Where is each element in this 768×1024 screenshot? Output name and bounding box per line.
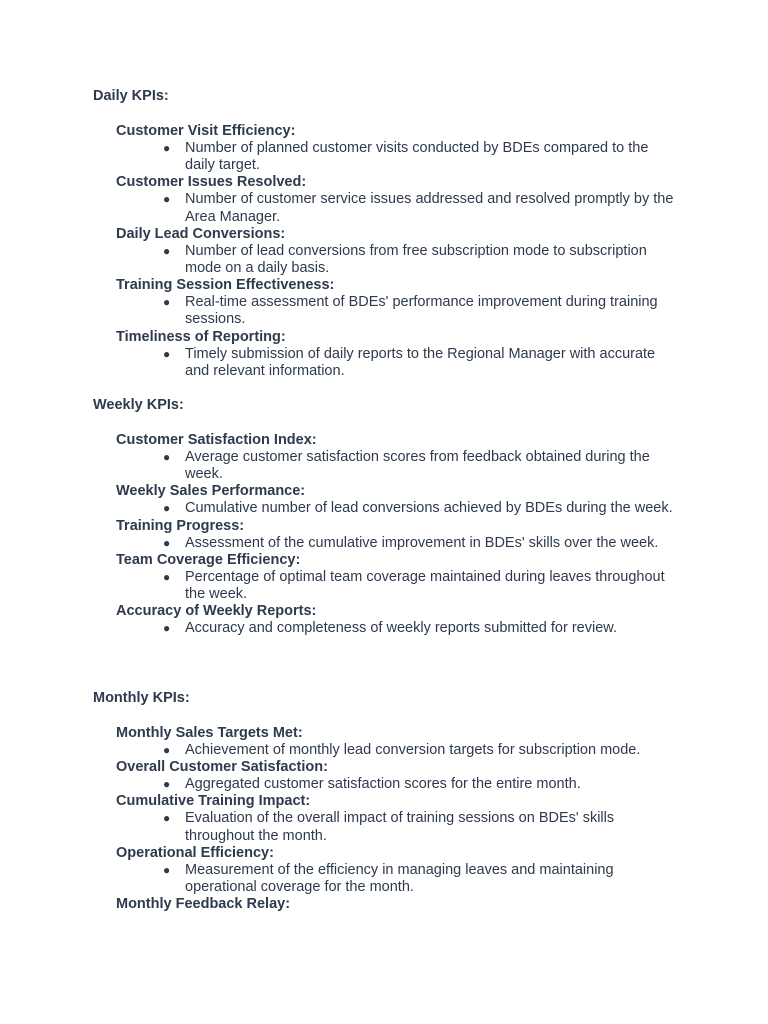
section-monthly-kpis: [93, 690, 693, 913]
kpi-item: [116, 725, 693, 759]
kpi-description: [163, 345, 675, 380]
kpi-title: Weekly Sales Performance:: [116, 483, 306, 500]
kpi-title: Accuracy of Weekly Reports:: [116, 603, 317, 620]
kpi-item: [116, 603, 693, 637]
bullet-icon: ●: [163, 862, 171, 877]
kpi-item: [116, 552, 693, 603]
kpi-item: [116, 518, 693, 552]
kpi-description: [163, 776, 675, 793]
section-title: Daily KPIs:: [93, 88, 169, 104]
kpi-description-text: Assessment of the cumulative improvement in BDEs' skills over the week.: [185, 534, 659, 551]
kpi-item: [116, 793, 693, 844]
kpi-description-text: Cumulative number of lead conversions achieved by BDEs during the week.: [185, 500, 673, 517]
kpi-list: [116, 123, 693, 380]
kpi-item: [116, 174, 693, 225]
kpi-description: [163, 140, 675, 174]
kpi-description: [163, 449, 675, 483]
kpi-description-text: Number of customer service issues addressed and resolved promptly by the Area Manager.: [185, 191, 674, 225]
kpi-description-text: Number of lead conversions from free subscription mode to subscription mode on a daily basis.: [185, 242, 647, 277]
bullet-icon: ●: [163, 621, 171, 636]
kpi-description: [163, 620, 675, 637]
bullet-icon: ●: [163, 777, 171, 792]
kpi-description-text: Timely submission of daily reports to the Regional Manager with accurate and relevant information.: [185, 345, 656, 379]
kpi-item: [116, 277, 693, 328]
kpi-title: Daily Lead Conversions:: [116, 225, 286, 242]
bullet-icon: ●: [163, 501, 171, 516]
kpi-title: Operational Efficiency:: [116, 844, 274, 861]
kpi-description-text: Aggregated customer satisfaction scores for the entire month.: [185, 776, 581, 793]
bullet-icon: ●: [163, 192, 171, 207]
kpi-item: [116, 432, 693, 483]
kpi-description-text: Average customer satisfaction scores from feedback obtained during the week.: [185, 449, 650, 483]
kpi-title: Training Session Effectiveness:: [116, 277, 335, 294]
kpi-item: [116, 483, 693, 517]
kpi-description: [163, 191, 675, 225]
kpi-description-text: Real-time assessment of BDEs' performance improvement during training sessions.: [185, 294, 658, 328]
bullet-icon: ●: [163, 743, 171, 757]
kpi-description: [163, 861, 675, 896]
kpi-description: [163, 500, 675, 517]
kpi-item: [116, 123, 693, 174]
section-title: Weekly KPIs:: [93, 397, 184, 413]
kpi-title: Cumulative Training Impact:: [116, 793, 311, 810]
kpi-description-text: Accuracy and completeness of weekly reports submitted for review.: [185, 620, 617, 637]
kpi-description: [163, 742, 675, 759]
bullet-icon: ●: [163, 569, 171, 584]
kpi-description: [163, 810, 675, 844]
bullet-icon: ●: [163, 535, 171, 550]
kpi-list: [116, 432, 693, 637]
kpi-item: [116, 329, 693, 380]
kpi-description-text: Evaluation of the overall impact of training sessions on BDEs' skills throughout the month.: [185, 810, 615, 844]
kpi-title: Customer Issues Resolved:: [116, 174, 307, 191]
kpi-description-text: Percentage of optimal team coverage maintained during leaves throughout the week.: [185, 568, 665, 603]
kpi-description: [163, 242, 675, 277]
kpi-item: [116, 759, 693, 793]
bullet-icon: ●: [163, 346, 171, 361]
bullet-icon: ●: [163, 295, 171, 310]
section-title: Monthly KPIs:: [93, 690, 190, 706]
kpi-description-text: Number of planned customer visits conducted by BDEs compared to the daily target.: [185, 140, 649, 174]
kpi-list: [116, 725, 693, 913]
kpi-title: Monthly Sales Targets Met:: [116, 725, 303, 741]
kpi-title: Timeliness of Reporting:: [116, 328, 286, 345]
kpi-description-text: Measurement of the efficiency in managing leaves and maintaining operational coverage for the month.: [185, 861, 614, 896]
bullet-icon: ●: [163, 141, 171, 155]
kpi-title: Training Progress:: [116, 517, 245, 534]
section-weekly-kpis: [93, 397, 693, 637]
kpi-description: [163, 568, 675, 603]
bullet-icon: ●: [163, 243, 171, 258]
kpi-item: [116, 896, 693, 913]
section-daily-kpis: [93, 88, 693, 380]
kpi-description-text: Achievement of monthly lead conversion targets for subscription mode.: [185, 742, 641, 758]
kpi-description: [163, 534, 675, 552]
kpi-item: [116, 226, 693, 277]
bullet-icon: ●: [163, 450, 171, 464]
kpi-title: Overall Customer Satisfaction:: [116, 759, 328, 776]
kpi-title: Customer Satisfaction Index:: [116, 432, 317, 448]
kpi-title: Customer Visit Efficiency:: [116, 123, 296, 139]
kpi-item: [116, 845, 693, 896]
kpi-description: [163, 294, 675, 328]
kpi-title: Team Coverage Efficiency:: [116, 551, 301, 568]
kpi-title: Monthly Feedback Relay:: [116, 896, 291, 913]
bullet-icon: ●: [163, 811, 171, 826]
